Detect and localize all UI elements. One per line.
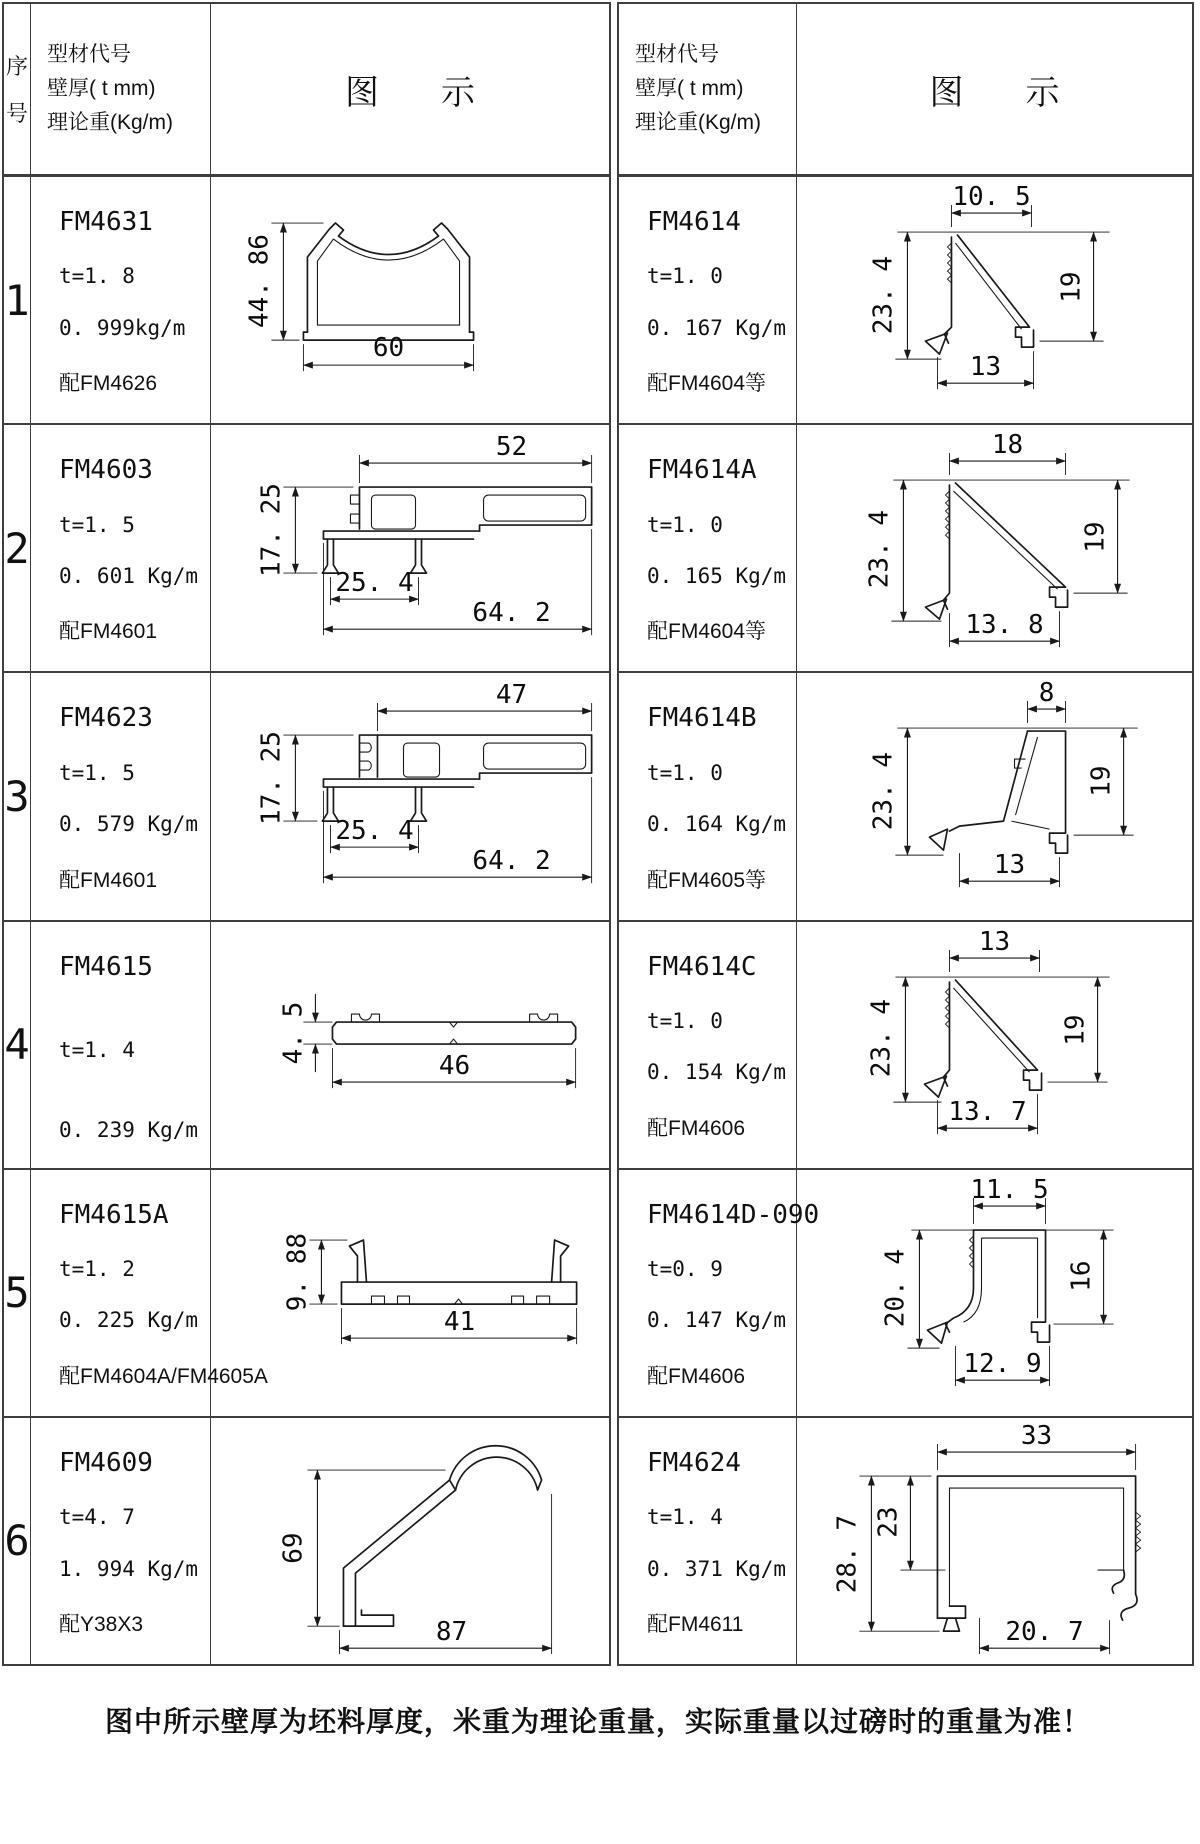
profile-outline — [945, 1230, 973, 1332]
profile-thickness: t=1. 5 — [59, 760, 135, 785]
table-row — [619, 1170, 1192, 1418]
profile-thickness: t=1. 4 — [59, 1037, 135, 1062]
profile-clips — [351, 1014, 557, 1022]
profile-inner — [949, 1488, 1123, 1606]
profile-hooks — [359, 743, 371, 770]
dim-label-left: 23. 4 — [864, 510, 895, 589]
dim-label-top: 13 — [978, 926, 1011, 957]
profile-code: FM4623 — [59, 703, 153, 734]
dim-label-right: 19 — [1080, 521, 1111, 553]
dim-label-top: 52 — [495, 432, 528, 463]
seq-number: 1 — [4, 275, 30, 325]
dim-label-bottom: 13 — [969, 352, 1002, 383]
profile-drawing-fm4631 — [211, 177, 609, 423]
profile-foot-flare — [943, 1618, 959, 1631]
dim-label-top: 47 — [495, 680, 528, 711]
row-diagram — [211, 922, 609, 1168]
header-diagram-column — [797, 4, 1192, 174]
header-diagram-column — [211, 4, 609, 174]
row-seq — [4, 177, 31, 423]
profile-code: FM4614D-090 — [647, 1199, 820, 1230]
profile-weight: 0. 371 Kg/m — [647, 1556, 787, 1581]
header-info-line-3: 理论重(Kg/m) — [47, 111, 173, 134]
seq-number: 5 — [4, 1268, 30, 1318]
profile-foot — [927, 1322, 947, 1343]
table-row — [619, 673, 1192, 921]
dim-label-height: 9. 88 — [282, 1232, 313, 1311]
table-row — [4, 177, 609, 425]
profile-slot — [484, 495, 586, 521]
profile-weight: 0. 154 Kg/m — [647, 1060, 787, 1085]
profile-foot — [924, 1076, 946, 1097]
profile-cavity — [403, 743, 439, 777]
profile-code: FM4631 — [59, 207, 153, 237]
row-info — [31, 177, 211, 423]
dim-label-inner: 25. 4 — [335, 568, 414, 599]
left-table-header — [4, 4, 609, 177]
profile-inner — [963, 1238, 1037, 1322]
profile-serration — [945, 491, 949, 539]
row-diagram — [211, 425, 609, 671]
right-table-header — [619, 4, 1192, 177]
dim-label-top: 8 — [1038, 678, 1055, 709]
dim-label-height: 69 — [278, 1532, 309, 1564]
seq-number: 3 — [4, 771, 30, 821]
left-table — [2, 2, 611, 1666]
profile-hook — [450, 1446, 542, 1490]
row-info — [31, 1170, 268, 1416]
table-row — [4, 1418, 609, 1664]
profile-weight: 0. 999kg/m — [59, 315, 186, 340]
row-seq — [4, 1418, 31, 1664]
header-diagram-char-2: 示 — [1025, 73, 1060, 112]
dim-label-right: 19 — [1060, 1013, 1091, 1046]
profile-code: FM4614A — [647, 455, 757, 486]
profile-outline — [343, 1480, 455, 1626]
header-seq-char-1: 序 — [5, 54, 28, 79]
dim-label-width: 87 — [435, 1617, 468, 1648]
header-info-line-2: 壁厚( t mm) — [635, 76, 744, 100]
row-diagram — [797, 673, 1192, 919]
profile-match: 配FM4611 — [647, 1613, 744, 1637]
dim-label-width: 41 — [443, 1306, 476, 1337]
dim-label-bottom: 13. 8 — [965, 610, 1044, 641]
profile-hook — [1112, 1570, 1137, 1620]
profile-outline — [973, 1230, 1049, 1342]
profile-weight: 0. 239 Kg/m — [59, 1117, 199, 1142]
profile-code: FM4609 — [59, 1447, 153, 1478]
row-info — [619, 425, 797, 671]
header-info-column — [619, 4, 797, 174]
dim-label-bottom: 64. 2 — [472, 598, 551, 629]
row-diagram — [211, 1170, 609, 1416]
dim-label-inner: 25. 4 — [335, 816, 414, 847]
row-info — [619, 1418, 797, 1664]
profile-outline — [955, 980, 1041, 1090]
profile-outline — [332, 1022, 575, 1044]
profile-weight: 0. 601 Kg/m — [59, 563, 199, 588]
profile-drawing-fm4614 — [797, 177, 1192, 423]
profile-slot — [484, 743, 586, 769]
dim-label-left: 23. 4 — [868, 752, 899, 831]
right-table — [617, 2, 1194, 1666]
row-info — [31, 922, 211, 1168]
header-info-column — [31, 4, 211, 174]
dim-label-left: 23. 4 — [868, 255, 899, 335]
dim-label-top: 10. 5 — [952, 182, 1031, 213]
dim-label-left: 17. 25 — [256, 483, 287, 578]
seq-number: 4 — [4, 1020, 30, 1070]
profile-match: 配FM4606 — [647, 1364, 746, 1388]
dim-label-left-outer: 28. 7 — [832, 1514, 863, 1594]
profile-match: 配FM4604等 — [647, 372, 767, 396]
header-info-line-3: 理论重(Kg/m) — [635, 111, 761, 134]
profile-match: 配FM4606 — [647, 1116, 746, 1140]
profile-drawing-fm4614d-090 — [797, 1170, 1192, 1416]
profile-foot — [925, 599, 946, 619]
row-diagram — [211, 1418, 609, 1664]
seq-number: 2 — [4, 523, 30, 573]
profile-thickness: t=0. 9 — [647, 1257, 723, 1282]
row-seq — [4, 922, 31, 1168]
profile-code: FM4615 — [59, 951, 153, 982]
profile-inner — [1012, 737, 1050, 829]
profile-foot — [343, 1610, 393, 1626]
profile-match: 配FM4626 — [59, 372, 158, 396]
profile-inner — [317, 239, 459, 325]
profile-drawing-fm4624 — [797, 1418, 1192, 1664]
dim-label-top: 33 — [1020, 1420, 1053, 1451]
dim-label-bottom: 13 — [993, 850, 1026, 881]
dim-label-left: 20. 4 — [880, 1248, 911, 1327]
dim-label-bottom: 20. 7 — [1005, 1617, 1084, 1648]
header-diagram-char-1: 图 — [345, 73, 379, 112]
profile-thickness: t=1. 0 — [647, 264, 723, 289]
profile-thickness: t=1. 5 — [59, 512, 135, 537]
profile-outline — [359, 487, 591, 529]
dim-label-bottom: 12. 9 — [963, 1348, 1042, 1379]
profile-weight: 0. 164 Kg/m — [647, 812, 787, 837]
profile-thickness: t=1. 0 — [647, 760, 723, 785]
profile-code: FM4615A — [59, 1199, 169, 1230]
dim-label-top: 11. 5 — [970, 1174, 1049, 1205]
profile-outline — [480, 487, 592, 531]
profile-inner — [953, 988, 1029, 1072]
profile-match: 配FM4604等 — [647, 620, 767, 644]
row-info — [619, 673, 797, 919]
header-seq-column — [4, 4, 31, 174]
profile-weight: 0. 579 Kg/m — [59, 812, 199, 837]
dim-label-right: 19 — [1056, 271, 1087, 303]
profile-thickness: t=1. 0 — [647, 512, 723, 537]
profile-drawing-fm4614c — [797, 922, 1192, 1168]
row-seq — [4, 425, 31, 671]
row-diagram — [797, 425, 1192, 671]
profile-outline — [944, 237, 951, 343]
dim-label-width: 46 — [438, 1050, 471, 1081]
profile-drawing-fm4609 — [211, 1418, 609, 1664]
row-diagram — [797, 1170, 1192, 1416]
row-diagram — [797, 922, 1192, 1168]
profile-drawing-fm4615 — [211, 922, 609, 1168]
profile-thickness: t=1. 0 — [647, 1008, 723, 1033]
profile-thickness: t=1. 2 — [59, 1257, 135, 1282]
dim-label-height: 4. 5 — [278, 1001, 309, 1064]
table-row — [4, 425, 609, 673]
header-diagram-char-2: 示 — [441, 73, 475, 112]
profile-weight: 1. 994 Kg/m — [59, 1556, 199, 1581]
table-row — [4, 922, 609, 1170]
seq-number: 6 — [4, 1516, 30, 1566]
row-diagram — [211, 673, 609, 919]
row-seq — [4, 673, 31, 919]
profile-weight: 0. 165 Kg/m — [647, 563, 787, 588]
profile-outline — [480, 735, 592, 779]
dim-label-right: 16 — [1066, 1260, 1097, 1292]
row-info — [31, 1418, 211, 1664]
profile-code: FM4614C — [647, 951, 757, 982]
dim-label-left-inner: 23 — [873, 1506, 904, 1538]
dim-label-left: 23. 4 — [866, 998, 897, 1077]
profile-cavity — [371, 495, 415, 529]
table-row — [4, 1170, 609, 1418]
header-info-line-1: 型材代号 — [635, 42, 719, 66]
profile-match: 配FM4601 — [59, 868, 158, 892]
dim-label-right: 19 — [1086, 765, 1117, 798]
profile-weight: 0. 167 Kg/m — [647, 315, 787, 340]
profile-thickness: t=1. 8 — [59, 264, 135, 289]
profile-outline — [957, 235, 1033, 347]
profile-weight: 0. 225 Kg/m — [59, 1308, 199, 1333]
profile-inner — [955, 243, 1021, 329]
header-seq-char-2: 号 — [5, 101, 28, 126]
profile-prongs — [349, 1240, 568, 1282]
profile-code: FM4624 — [647, 1447, 741, 1478]
footer-note: 图中所示壁厚为坯料厚度，米重为理论重量，实际重量以过磅时的重量为准！ — [104, 1706, 1091, 1737]
row-info — [619, 1170, 820, 1416]
profile-plate — [323, 779, 479, 787]
profile-foot — [925, 333, 947, 354]
profile-inner — [953, 491, 1057, 589]
dim-label-left: 17. 25 — [256, 731, 287, 826]
dim-label-width: 60 — [372, 333, 405, 364]
profile-drawing-fm4615a — [211, 1170, 609, 1416]
table-row — [4, 673, 609, 921]
row-seq — [4, 1170, 31, 1416]
profile-drawing-fm4603 — [211, 425, 609, 671]
profile-code: FM4614B — [647, 703, 757, 734]
profile-drawing-fm4614b — [797, 673, 1192, 919]
table-row — [619, 425, 1192, 673]
profile-match: 配FM4601 — [59, 620, 158, 644]
profile-outline — [307, 223, 469, 332]
profile-thickness: t=4. 7 — [59, 1505, 135, 1530]
profile-foot — [929, 829, 947, 850]
profile-weight: 0. 147 Kg/m — [647, 1308, 787, 1333]
dim-label-top: 18 — [991, 430, 1024, 461]
profile-thickness: t=1. 4 — [647, 1505, 723, 1530]
profile-drawing-fm4614a — [797, 425, 1192, 671]
header-diagram-char-1: 图 — [929, 73, 964, 112]
dim-label-bottom: 13. 7 — [948, 1096, 1027, 1127]
header-info-line-1: 型材代号 — [47, 42, 131, 66]
profile-outline — [949, 731, 1027, 831]
dim-label-height: 44. 86 — [244, 234, 275, 329]
row-diagram — [211, 177, 609, 423]
table-row — [619, 1418, 1192, 1664]
dim-label-bottom: 64. 2 — [472, 846, 551, 877]
table-row — [619, 177, 1192, 425]
profile-plate — [323, 531, 479, 539]
profile-outline — [937, 1476, 1135, 1618]
profile-match: 配FM4604A/FM4605A — [59, 1364, 268, 1388]
row-info — [619, 177, 797, 423]
profile-outline — [341, 1282, 576, 1304]
row-info — [619, 922, 797, 1168]
row-diagram — [797, 177, 1192, 423]
profile-code: FM4614 — [647, 207, 741, 237]
header-info-line-2: 壁厚( t mm) — [47, 76, 156, 100]
profile-slots — [371, 1296, 549, 1304]
profile-hooks — [350, 495, 359, 523]
profile-outline — [943, 982, 949, 1086]
profile-foot — [937, 1606, 965, 1618]
row-info — [31, 425, 211, 671]
profile-match: 配FM4605等 — [647, 868, 767, 892]
profile-outline — [359, 735, 591, 777]
profile-drawing-fm4623 — [211, 673, 609, 919]
profile-notch — [450, 1022, 458, 1044]
profile-code: FM4603 — [59, 455, 153, 486]
table-row — [619, 922, 1192, 1170]
profile-match: 配Y38X3 — [59, 1613, 144, 1637]
row-info — [31, 673, 211, 919]
row-diagram — [797, 1418, 1192, 1664]
